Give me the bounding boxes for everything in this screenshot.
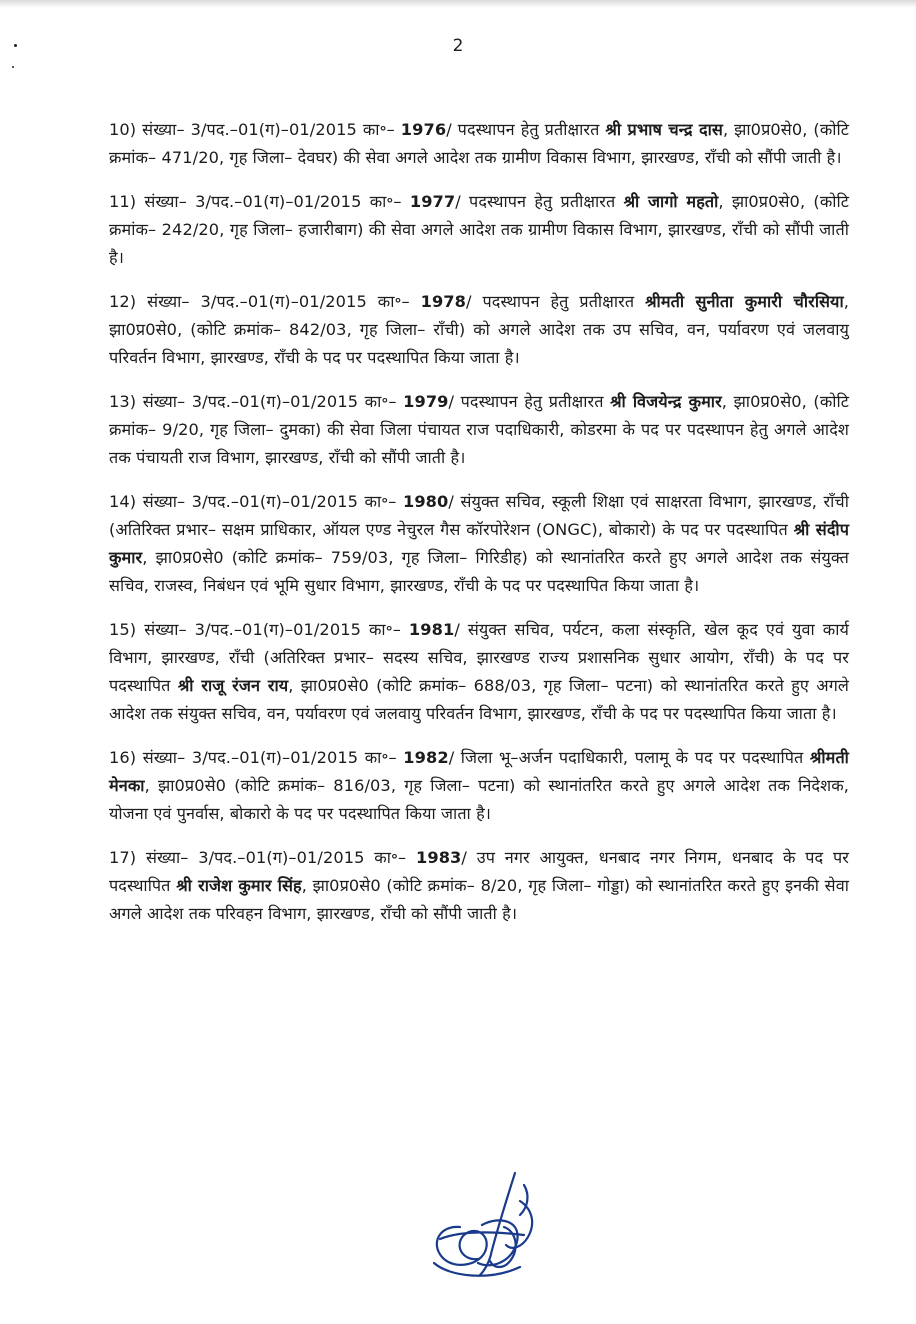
order-paragraph-15 <box>109 616 849 728</box>
bold-text: श्री जागो महतो <box>623 192 719 211</box>
bold-text: श्री प्रभाष चन्द्र दास <box>605 120 723 139</box>
paragraph-text: 10) संख्या– 3/पद.–01(ग)–01/2015 का॰– <box>109 120 401 139</box>
bold-text: श्री राजू रंजन राय <box>177 676 289 695</box>
paragraph-text: / पदस्थापन हेतु प्रतीक्षारत <box>466 292 646 311</box>
order-paragraph-14 <box>109 488 849 600</box>
bold-text: 1981 <box>408 620 455 639</box>
bold-text: श्रीमती सुनीता कुमारी चौरसिया <box>645 292 844 311</box>
order-paragraph-17 <box>109 844 849 928</box>
paragraph-text: , झा0प्र0से0, (कोटि क्रमांक– 471/20, गृह जिला– देवघर) की सेवा अगले आदेश तक ग्रामीण विकास विभाग, झारखण्ड, राँची को सौंपी जाती है। <box>109 120 850 167</box>
paragraph-text: 12) संख्या– 3/पद.–01(ग)–01/2015 का॰– <box>109 292 421 311</box>
order-paragraph-11 <box>109 188 849 272</box>
bold-text: 1979 <box>403 392 449 411</box>
document-body <box>109 116 849 944</box>
paragraph-text: , झा0प्र0से0 (कोटि क्रमांक– 8/20, गृह जिला– गोड्डा) को स्थानांतरित करते हुए इनकी सेवा अगले आदेश तक परिवहन विभाग, झारखण्ड, राँची को सौंपी जाती है। <box>109 876 849 923</box>
paragraph-text: 16) संख्या– 3/पद.–01(ग)–01/2015 का॰– <box>109 748 404 767</box>
paragraph-text: / संयुक्त सचिव, पर्यटन, कला संस्कृति, खेल कूद एवं युवा कार्य विभाग, झारखण्ड, राँची (अतिरिक्त प्रभार– सदस्य सचिव, झारखण्ड राज्य प्रशासनिक सुधार आयोग, राँची) के पद पर पदस्थापित <box>109 620 849 695</box>
bold-text: श्रीमती मेनका <box>109 748 849 795</box>
paragraph-text: 13) संख्या– 3/पद.–01(ग)–01/2015 का॰– <box>109 392 404 411</box>
paragraph-text: , झा0प्र0से0 (कोटि क्रमांक– 688/03, गृह जिला– पटना) को स्थानांतरित करते हुए अगले आदेश तक संयुक्त सचिव, वन, पर्यावरण एवं जलवायु परिवर्तन विभाग, झारखण्ड, राँची के पद पर पदस्थापित किया जाता है। <box>109 676 849 723</box>
paragraph-text: 11) संख्या– 3/पद.–01(ग)–01/2015 का॰– <box>109 192 410 211</box>
bold-text: 1976 <box>400 120 447 139</box>
bold-text: 1980 <box>402 492 449 511</box>
bold-text: श्री राजेश कुमार सिंह <box>176 876 302 895</box>
paragraph-text: , झा0प्र0से0 (कोटि क्रमांक– 759/03, गृह जिला– गिरिडीह) को स्थानांतरित करते हुए अगले आदेश तक संयुक्त सचिव, राजस्व, निबंधन एवं भूमि सुधार विभाग, झारखण्ड, राँची के पद पर पदस्थापित किया जाता है। <box>109 548 849 595</box>
paragraph-text: 17) संख्या– 3/पद.–01(ग)–01/2015 का॰– <box>109 848 416 867</box>
bold-text: 1983 <box>415 848 462 867</box>
bold-text: 1982 <box>403 748 449 767</box>
order-paragraph-10 <box>109 116 849 172</box>
paragraph-text: / पदस्थापन हेतु प्रतीक्षारत <box>448 392 611 411</box>
order-paragraph-16 <box>109 744 849 828</box>
paragraph-text: / संयुक्त सचिव, स्कूली शिक्षा एवं साक्षरता विभाग, झारखण्ड, राँची (अतिरिक्त प्रभार– सक्षम प्राधिकार, ऑयल एण्ड नेचुरल गैस कॉरपोरेशन (ONGC), बोकारो) के पद पर पदस्थापित <box>109 492 849 539</box>
paragraph-text: , झा0प्र0से0 (कोटि क्रमांक– 816/03, गृह जिला– पटना) को स्थानांतरित करते हुए अगले आदेश तक निदेशक, योजना एवं पुनर्वास, बोकारो के पद पर पदस्थापित किया जाता है। <box>109 776 849 823</box>
paragraph-text: 14) संख्या– 3/पद.–01(ग)–01/2015 का॰– <box>109 492 403 511</box>
scan-top-shadow <box>0 0 916 8</box>
paragraph-text: / जिला भू–अर्जन पदाधिकारी, पलामू के पद पर पदस्थापित <box>448 748 810 767</box>
bold-text: 1977 <box>409 192 456 211</box>
paragraph-text: , झा0प्र0से0, (कोटि क्रमांक– 242/20, गृह जिला– हजारीबाग) की सेवा अगले आदेश तक ग्रामीण विकास विभाग, झारखण्ड, राँची को सौंपी जाती है। <box>109 192 850 267</box>
paragraph-text: , झा0प्र0से0, (कोटि क्रमांक– 9/20, गृह जिला– दुमका) की सेवा जिला पंचायत राज पदाधिकारी, कोडरमा के पद पर पदस्थापन हेतु अगले आदेश तक पंचायती राज विभाग, झारखण्ड, राँची को सौंपी जाती है। <box>109 392 850 467</box>
paragraph-text: , झा0प्र0से0, (कोटि क्रमांक– 842/03, गृह जिला– राँची) को अगले आदेश तक उप सचिव, वन, पर्यावरण एवं जलवायु परिवर्तन विभाग, झारखण्ड, राँची के पद पर पदस्थापित किया जाता है। <box>109 292 849 367</box>
order-paragraph-13 <box>109 388 849 472</box>
bold-text: 1978 <box>420 292 467 311</box>
order-paragraph-12 <box>109 288 849 372</box>
bold-text: श्री संदीप कुमार <box>109 520 849 567</box>
page-number: 2 <box>452 36 464 56</box>
paragraph-text: / पदस्थापन हेतु प्रतीक्षारत <box>455 192 624 211</box>
scan-speck <box>12 66 14 68</box>
paragraph-text: 15) संख्या– 3/पद.–01(ग)–01/2015 का॰– <box>109 620 409 639</box>
signature-icon <box>420 1165 570 1285</box>
paragraph-text: / उप नगर आयुक्त, धनबाद नगर निगम, धनबाद के पद पर पदस्थापित <box>109 848 849 895</box>
bold-text: श्री विजयेन्द्र कुमार <box>610 392 722 411</box>
paragraph-text: / पदस्थापन हेतु प्रतीक्षारत <box>446 120 606 139</box>
